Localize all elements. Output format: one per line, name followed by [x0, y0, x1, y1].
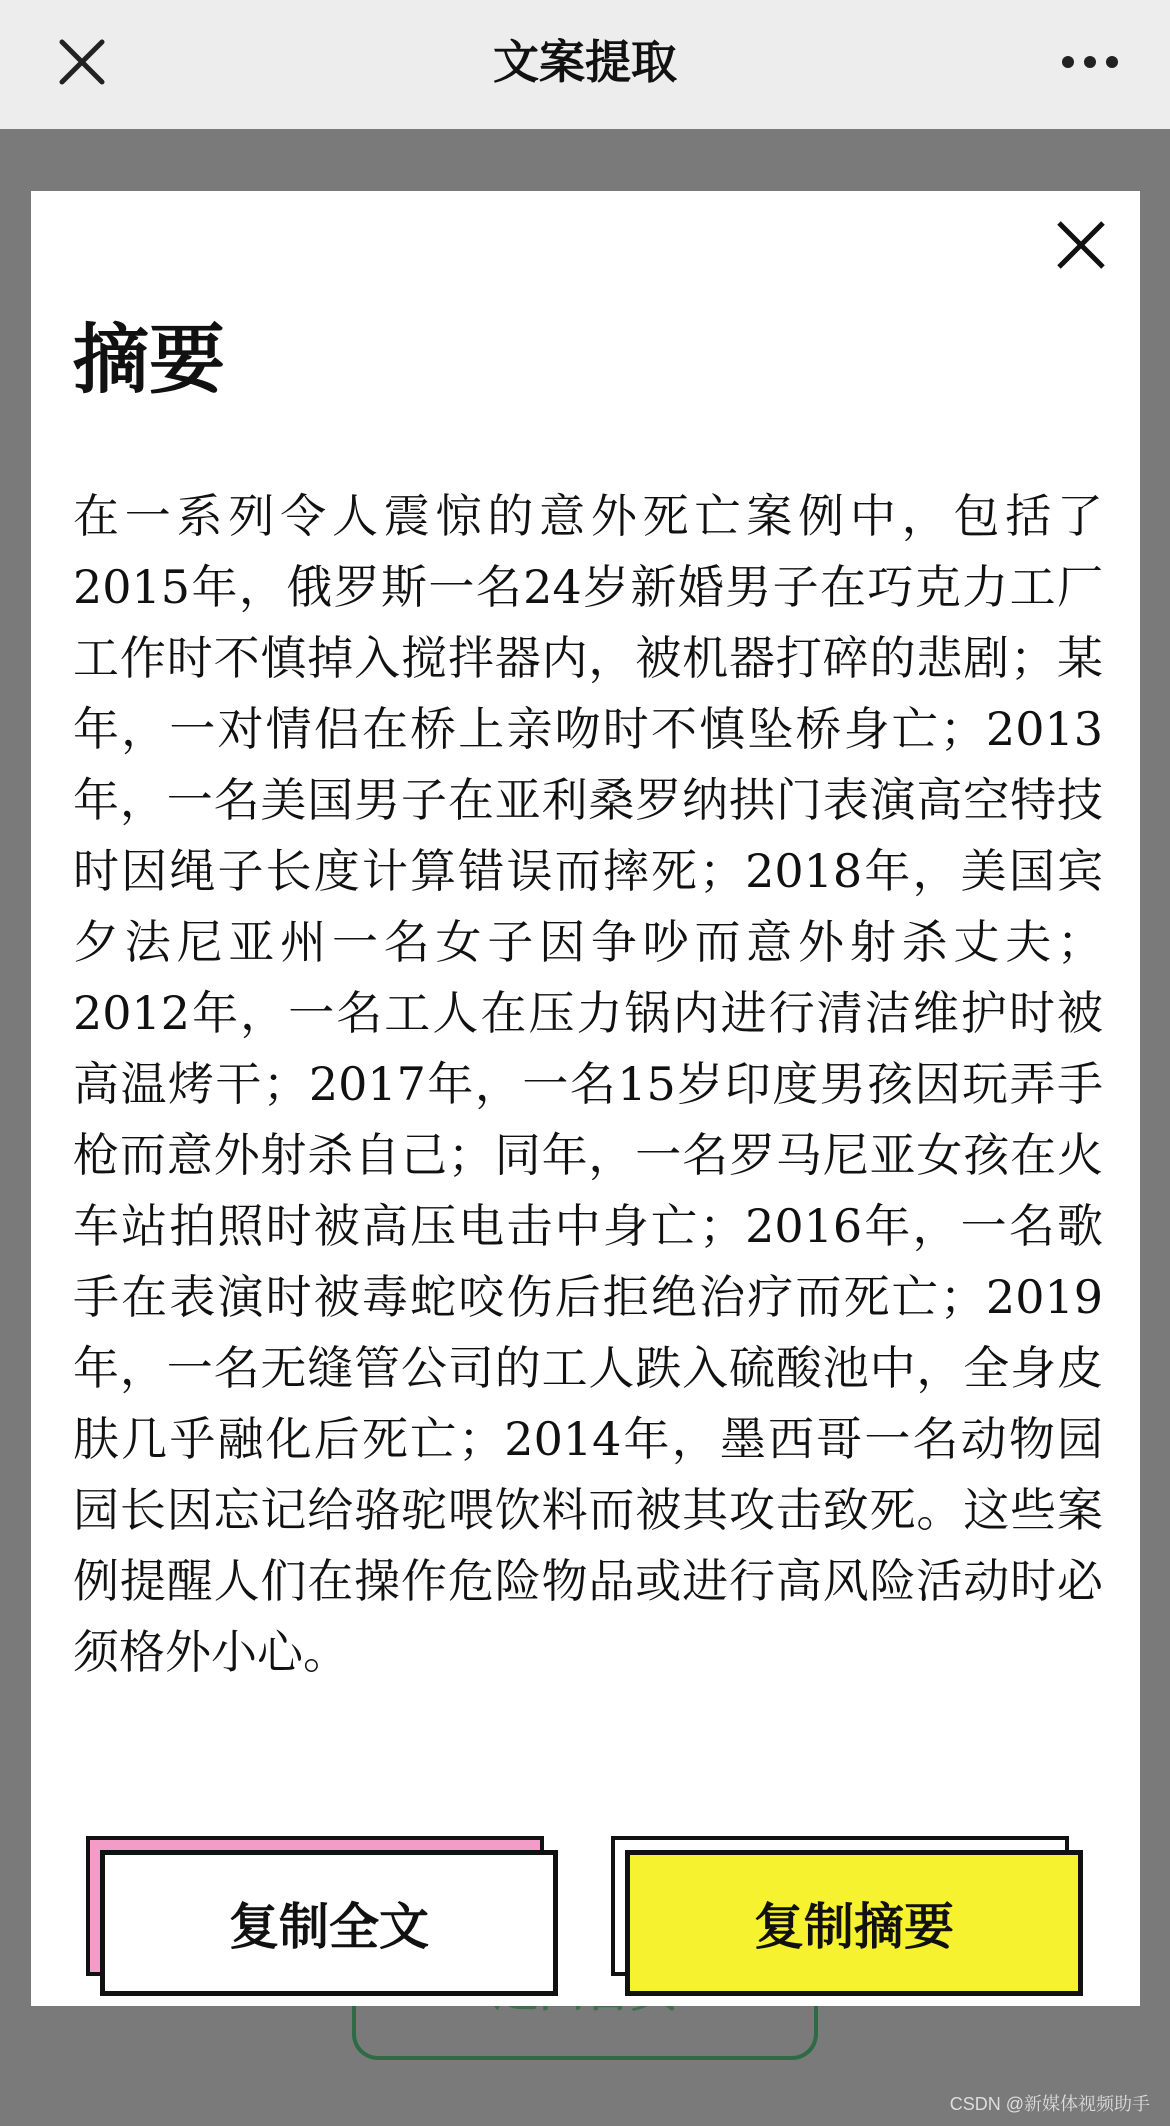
copy-summary-label: 复制摘要: [754, 1898, 954, 1956]
copy-full-button[interactable]: [100, 1850, 558, 1996]
copy-summary-button[interactable]: [625, 1850, 1083, 1996]
copy-full-group: [86, 1836, 566, 2006]
close-icon[interactable]: [56, 36, 108, 88]
more-icon[interactable]: [1060, 48, 1120, 76]
page-title: 文案提取: [493, 35, 677, 89]
top-nav-bar: [0, 0, 1170, 129]
summary-modal: [31, 191, 1140, 2006]
close-icon[interactable]: [1053, 217, 1109, 273]
summary-text: 在一系列令人震惊的意外死亡案例中，包括了2015年，俄罗斯一名24岁新婚男子在巧克力工厂工作时不慎掉入搅拌器内，被机器打碎的悲剧；某年，一对情侣在桥上亲吻时不慎坠桥身亡；2013年，一名美国男子在亚利桑罗纳拱门表演高空特技时因绳子长度计算错误而摔死；2018年，美国宾夕法尼亚州一名女子因争吵而意外射杀丈夫；2012年，一名工人在压力锅内进行清洁维护时被高温烤干；2017年，一名15岁印度男孩因玩弄手枪而意外射杀自己；同年，一名罗马尼亚女孩在火车站拍照时被高压电击中身亡；2016年，一名歌手在表演时被毒蛇咬伤后拒绝治疗而死亡；2019年，一名无缝管公司的工人跌入硫酸池中，全身皮肤几乎融化后死亡；2014年，墨西哥一名动物园园长因忘记给骆驼喂饮料而被其攻击致死。这些案例提醒人们在操作危险物品或进行高风险活动时必须格外小心。: [73, 489, 1103, 1679]
watermark: CSDN @新媒体视频助手: [949, 2094, 1150, 2114]
copy-full-label: 复制全文: [229, 1898, 429, 1956]
modal-title: 摘要: [73, 315, 225, 404]
copy-summary-group: [611, 1836, 1091, 2006]
